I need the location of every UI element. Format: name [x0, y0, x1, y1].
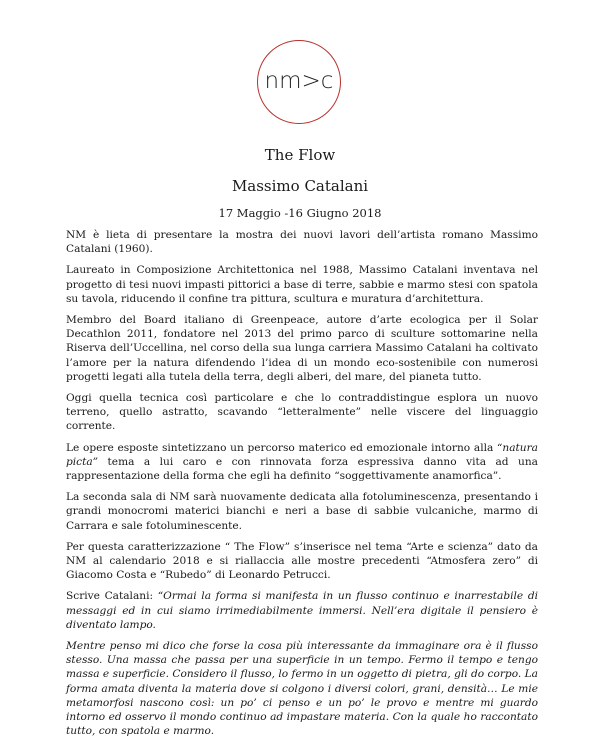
nm-logo-text: nm>c [264, 68, 334, 94]
exhibition-dates: 17 Maggio -16 Giugno 2018 [218, 206, 382, 220]
paragraph-quote-intro [66, 589, 538, 632]
exhibition-title: The Flow [264, 146, 336, 164]
paragraph-arte-scienza: Per questa caratterizzazione “ The Flow” s’inserisce nel tema “Arte e scienza” dato da NM al calendario 2018 e si riallaccia alle mostre precedenti “Atmosfera zero” di Giacomo Costa e “Rubedo” di Leonardo Petrucci. [66, 540, 538, 582]
paragraph-intro: NM è lieta di presentare la mostra dei nuovi lavori dell’artista romano Massimo Catalani (1960). [66, 229, 538, 256]
artist-name: Massimo Catalani [231, 177, 369, 195]
paragraph-works [66, 441, 538, 484]
paragraph-education: Laureato in Composizione Architettonica nel 1988, Massimo Catalani inventava nel progetto di tesi nuovi impasti pittorici a base di terre, sabbie e marmo stesi con spatola su tavola, riducendo il confine tra pittura, scultura e muratura d’architettura. [66, 264, 538, 305]
paragraph-works-italic: “natura picta” [66, 441, 538, 468]
paragraph-works-part-1: Le opere esposte sintetizzano un percorso materico ed emozionale intorno alla [66, 441, 497, 454]
paragraph-technique: Oggi quella tecnica così particolare e che lo contraddistingue esplora un nuovo terreno, quello astratto, scavando “letteralmente” nelle viscere del linguaggio corrente. [66, 392, 538, 433]
paragraph-quote-body: Mentre penso mi dico che forse la cosa più interessante da immaginare ora è il flusso stesso. Una massa che passa per una superficie in un tempo. Fermo il tempo e tengo massa e superficie. Considero il flusso, lo fermo in un oggetto di pietra, gli do corpo. La forma amata diventa la materia dove si colgono i diversi colori, grani, densità… Le mie metamorfosi nascono così: un po’ ci penso e un po’ le provo e mentre mi guardo intorno ed osservo il mondo continuo ad impastare materia. Con la quale ho raccontato tutto, con spatola e marmo. [66, 640, 538, 738]
paragraph-second-room: La seconda sala di NM sarà nuovamente dedicata alla fotoluminescenza, presentando i grandi monocromi materici bianchi e neri a base di sabbie vulcaniche, marmo di Carrara e sale fotoluminescente. [66, 491, 538, 532]
paragraph-quote-lead: Scrive Catalani: [66, 590, 158, 603]
nm-logo [257, 40, 341, 124]
paragraph-quote-italic: “Ormai la forma si manifesta in un flusso continuo e inarrestabile di messaggi ed in cui siamo irrimediabilmente immersi. Nell’era digitale il pensiero è diventato lampo. [66, 590, 538, 631]
press-release-body [66, 223, 538, 746]
paragraph-works-part-2: tema a lui caro e con rinnovata forza espressiva danno vita ad una rappresentazione della forma che egli ha definito “soggettivamente anamorfica”. [66, 455, 538, 483]
paragraph-greenpeace: Membro del Board italiano di Greenpeace, autore d’arte ecologica per il Solar Decathlon 2011, fondatore nel 2013 del primo parco di sculture sottomarine nella Riserva dell’Uccellina, nel corso della sua lunga carriera Massimo Catalani ha coltivato l’amore per la natura difendendo l’idea di un mondo eco-sostenibile con numerosi progetti legati alla tutela della terra, degli alberi, del mare, del pianeta tutto. [66, 314, 538, 383]
